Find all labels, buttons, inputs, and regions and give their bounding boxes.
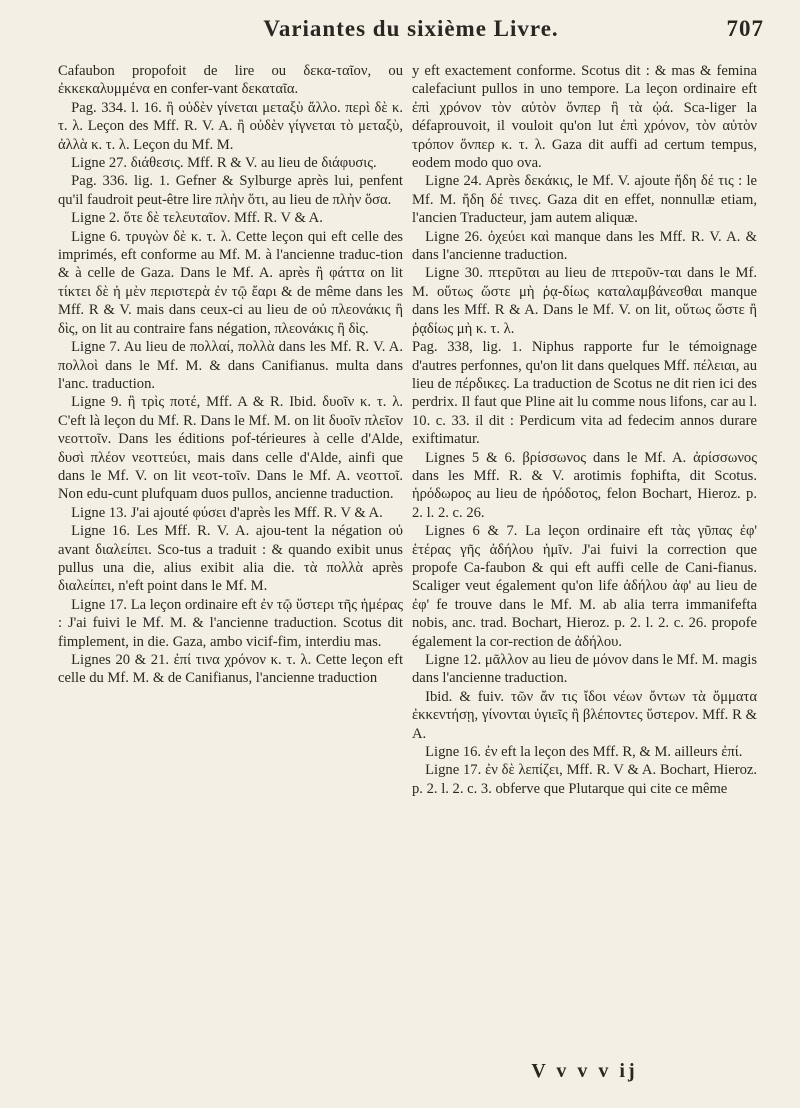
paragraph: Ligne 26. ὀχεύει καὶ manque dans les Mff. R. V. A. & dans l'ancienne traduction. xyxy=(412,228,757,264)
paragraph: Ligne 6. τρυγὼν δὲ κ. τ. λ. Cette leçon qui eft celle des imprimés, eft conforme au Mf. M. à l'ancienne traduc-tion & à celle de Gaza. Dans le Mf. A. après ἢ φάττα on lit τίκτει δὲ ἡ μὲν περιστερὰ ἐν τῷ ἔαρι & de même dans les Mff. R & V. mais dans ceux-ci au lieu de οὐ πλεονάκις ἢ δὶς, on lit au contraire fans négation, πλεονάκις ἢ δὶς. xyxy=(58,228,403,337)
page-number: 707 xyxy=(726,16,764,41)
paragraph: Ligne 16. Les Mff. R. V. A. ajou-tent la négation οὐ avant διαλείπει. Sco-tus a traduit : & quando exibit unus pullus una die, alius exibit alia die. τὰ πολλὰ après διαλείπει, n'eft point dans le Mf. M. xyxy=(58,523,403,595)
paragraph: Ligne 9. ἢ τρὶς ποτέ, Mff. A & R. Ibid. δυοῖν κ. τ. λ. C'eft là leçon du Mf. R. Dans le Mf. M. on lit δυοῖν πλεῖον νεοττοῖν. Dans les éditions pof-térieures à celle d'Alde, δυσὶ πλέον νεοττεύει, mais dans celle d'Alde, ainfi que dans le Mf. V. on lit νεοτ-τοῖν. Dans le Mf. A. νεοττοῖ. Non edu-cunt plufquam duos pullos, ancienne traduction. xyxy=(58,394,403,503)
paragraph: Ibid. & fuiv. τῶν ἄν τις ἴδοι νέων ὄντων τὰ ὄμματα ἐκκεντήσῃ, γίνονται ὑγιεῖς ἢ βλέποντες ὕστερον. Mff. R & A. xyxy=(412,688,757,742)
paragraph: Cafaubon propofoit de lire ou δεκα-ταῖον, ou ἐκκεκαλυμμένα en confer-vant δεκαταῖα. xyxy=(58,63,403,98)
paragraph: Ligne 12. μᾶλλον au lieu de μόνον dans le Mf. M. magis dans l'ancienne traduction. xyxy=(412,652,757,687)
paragraph: Pag. 334. l. 16. ἢ οὐδὲν γίνεται μεταξὺ ἄλλο. περὶ δὲ κ. τ. λ. Leçon des Mff. R. V. A. ἢ οὐδὲν γίγνεται τὸ μεταξὺ, ἀλλὰ κ. τ. λ. Leçon du Mf. M. xyxy=(58,99,403,153)
paragraph: y eft exactement conforme. Scotus dit : & mas & femina calefaciunt pullos in uno tempore. La leçon ordinaire eft ἐπὶ χρόνον τὸν αὐτὸν ὅνπερ ἢ τὰ ᾠά. Sca-liger la défaprouvoit, il vouloit qu'on lut ἐπὶ χρόνον, τὸν αὐτὸν τρόπον ὅνπερ κ. τ. λ. Gaza dit auffi ad certum tempus, eodem modo quo ova. xyxy=(412,63,757,172)
paragraph: Pag. 336. lig. 1. Gefner & Sylburge après lui, penfent qu'il faudroit peut-être lire πλὴν ὅτι, au lieu de πλὴν ὅσα. xyxy=(58,173,403,208)
header-title: Variantes du sixième Livre. xyxy=(263,16,559,41)
paragraph: Lignes 6 & 7. La leçon ordinaire eft τὰς γῦπας ἐφ' ἑτέρας γῆς ἀδήλου ἡμῖν. J'ai fuivi la correction que propofe Ca-faubon & qui eft auffi celle de Cani-fianus. Scaliger veut également qu'on life ἀδήλου ἀφ' au lieu de ἐφ' fe trouve dans le Mf. M. ab alia terra immanifefta nobis, anc. trad. Bochart, Hieroz. p. 2. l. 2. c. 26. propofe également la cor-rection de ἀδήλου. xyxy=(412,523,757,650)
paragraph: Ligne 30. πτερῦται au lieu de πτεροῦν-ται dans le Mf. M. οὕτως ὥστε μὴ ῥᾳ-δίως καταλαμβάνεσθαι manque dans les Mff. R & A. Dans le Mf. V. on lit, οὕτως ὥστε ἢ ῥᾳδίως μὴ κ. τ. λ. xyxy=(412,265,757,337)
right-column xyxy=(412,62,757,798)
signature-mark: V v v v ij xyxy=(531,1060,638,1082)
paragraph: Ligne 2. ὅτε δὲ τελευταῖον. Mff. R. V & A. xyxy=(71,210,323,227)
paragraph: Ligne 16. ἐν eft la leçon des Mff. R, & M. ailleurs ἐπί. xyxy=(425,744,743,761)
paragraph: Ligne 24. Après δεκάκις, le Mf. V. ajoute ἤδη δέ τις : le Mf. M. ἤδη δέ τινες. Gaza dit en effet, nonnullæ etiam, l'ancien Traducteur, jam autem aliquæ. xyxy=(412,173,757,227)
running-header xyxy=(58,16,764,42)
paragraph: Ligne 7. Au lieu de πολλαί, πολλὰ dans les Mf. R. V. A. πολλοὶ dans le Mf. M. & dans Canifianus. multa dans l'anc. traduction. xyxy=(58,339,403,392)
paragraph: Ligne 27. διάθεσις. Mff. R & V. au lieu de διάφυσις. xyxy=(71,155,377,172)
paragraph: Ligne 13. J'ai ajouté φύσει d'après les Mff. R. V & A. xyxy=(71,504,383,521)
paragraph: Lignes 20 & 21. ἐπί τινα χρόνον κ. τ. λ. Cette leçon eft celle du Mf. M. & de Canifianus, l'ancienne traduction xyxy=(58,652,403,687)
paragraph: Ligne 17. ἐν δὲ λεπίζει, Mff. R. V & A. Bochart, Hieroz. p. 2. l. 2. c. 3. obferve que Plutarque qui cite ce même xyxy=(412,762,757,797)
paragraph: Ligne 17. La leçon ordinaire eft ἐν τῷ ὕστερι τῆς ἡμέρας : J'ai fuivi le Mf. M. & l'ancienne traduction. Scotus dit fimplement, in die. Gaza, ambo vicif-fim, interdiu mas. xyxy=(58,596,404,650)
paragraph: Lignes 5 & 6. βρίσσωνος dans le Mf. A. ἀρίσσωνος dans les Mff. R. & V. arotimis fophifta, dit Scotus. ἡρόδωρος au lieu de ἡρόδοτος, felon Bochart, Hieroz. p. 2. l. 2. c. 26. xyxy=(412,449,757,521)
paragraph: Pag. 338, lig. 1. Niphus rapporte fur le témoignage d'autres perfonnes, qu'on lit dans quelques Mff. πέλειαι, au lieu de πέρδικες. La traduction de Scotus ne dit rien ici des perdrix. Il faut que Pline ait lu comme nous lifons, car au l. 10. c. 33. il dit : Perdicum vita ad fedecim annos durare exiftimatur. xyxy=(412,339,757,448)
left-column xyxy=(58,62,403,688)
